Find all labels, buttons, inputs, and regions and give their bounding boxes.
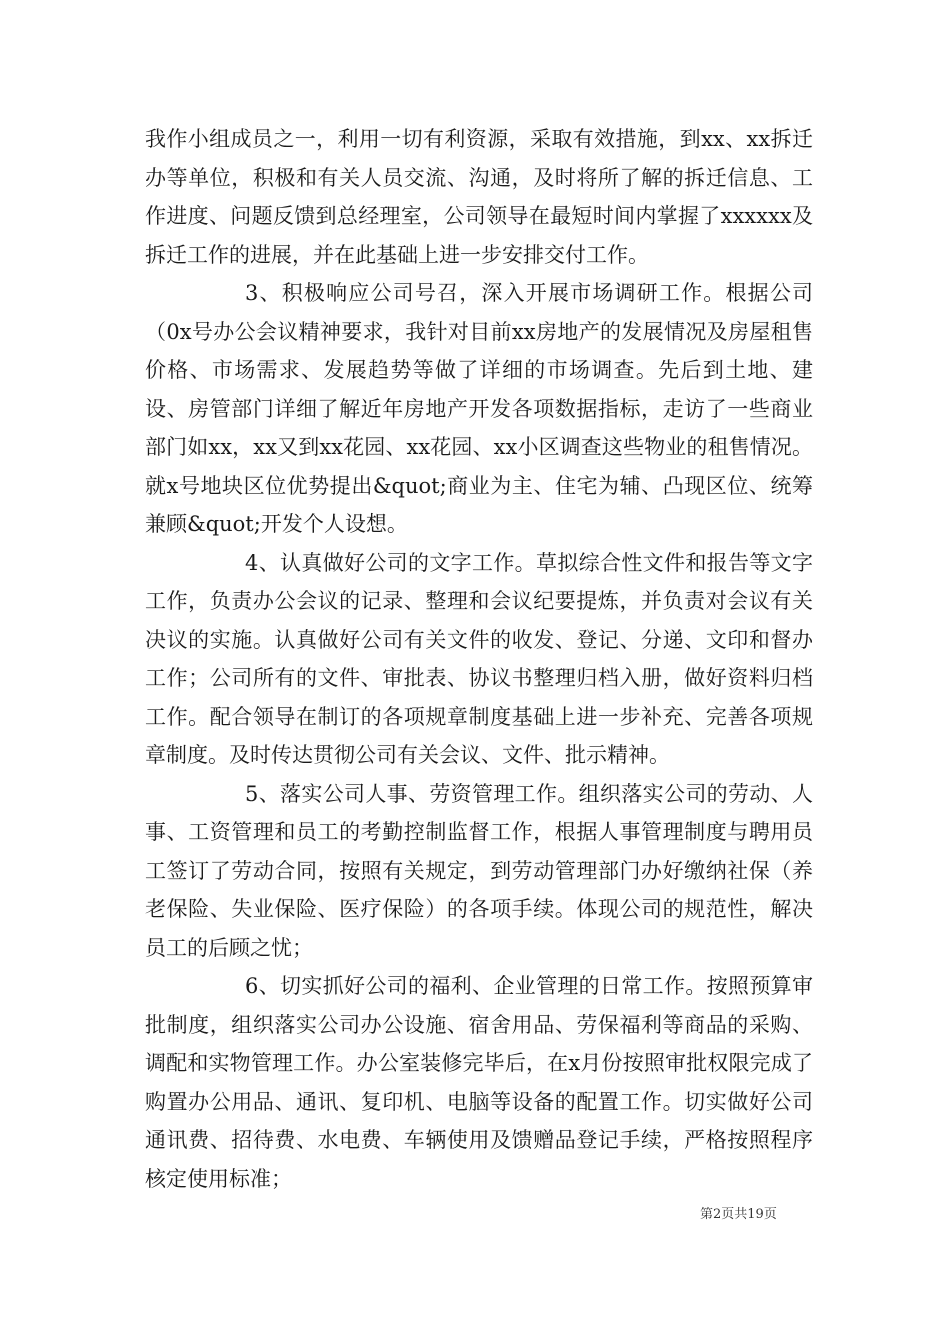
- paragraph-item-3: 3、积极响应公司号召，深入开展市场调研工作。根据公司（0x号办公会议精神要求，我针对目前xx房地产的发展情况及房屋租售价格、市场需求、发展趋势等做了详细的市场调查。先后到土地、建设、房管部门详细了解近年房地产开发各项数据指标，走访了一些商业部门如xx，xx又到xx花园、xx花园、xx小区调查这些物业的租售情况。就x号地块区位优势提出&quot;商业为主、住宅为辅、凸现区位、统筹兼顾&quot;开发个人设想。: [145, 281, 813, 536]
- paragraph-item-6: 6、切实抓好公司的福利、企业管理的日常工作。按照预算审批制度，组织落实公司办公设施、宿舍用品、劳保福利等商品的采购、调配和实物管理工作。办公室装修完毕后，在x月份按照审批权限完成了购置办公用品、通讯、复印机、电脑等设备的配置工作。切实做好公司通讯费、招待费、水电费、车辆使用及馈赠品登记手续，严格按照程序核定使用标准；: [145, 974, 813, 1191]
- paragraph-continuation: 我作小组成员之一，利用一切有利资源，采取有效措施，到xx、xx拆迁办等单位，积极和有关人员交流、沟通，及时将所了解的拆迁信息、工作进度、问题反馈到总经理室，公司领导在最短时间内掌握了xxxxxx及拆迁工作的进展，并在此基础上进一步安排交付工作。: [145, 127, 813, 267]
- document-body: [145, 120, 813, 1198]
- page-number-footer: 第2页共19页: [700, 1207, 777, 1222]
- paragraph-item-5: 5、落实公司人事、劳资管理工作。组织落实公司的劳动、人事、工资管理和员工的考勤控制监督工作，根据人事管理制度与聘用员工签订了劳动合同，按照有关规定，到劳动管理部门办好缴纳社保（养老保险、失业保险、医疗保险）的各项手续。体现公司的规范性，解决员工的后顾之忧；: [145, 781, 813, 960]
- paragraph-item-4: 4、认真做好公司的文字工作。草拟综合性文件和报告等文字工作，负责办公会议的记录、整理和会议纪要提炼，并负责对会议有关决议的实施。认真做好公司有关文件的收发、登记、分递、文印和督办工作；公司所有的文件、审批表、协议书整理归档入册，做好资料归档工作。配合领导在制订的各项规章制度基础上进一步补充、完善各项规章制度。及时传达贯彻公司有关会议、文件、批示精神。: [145, 550, 813, 767]
